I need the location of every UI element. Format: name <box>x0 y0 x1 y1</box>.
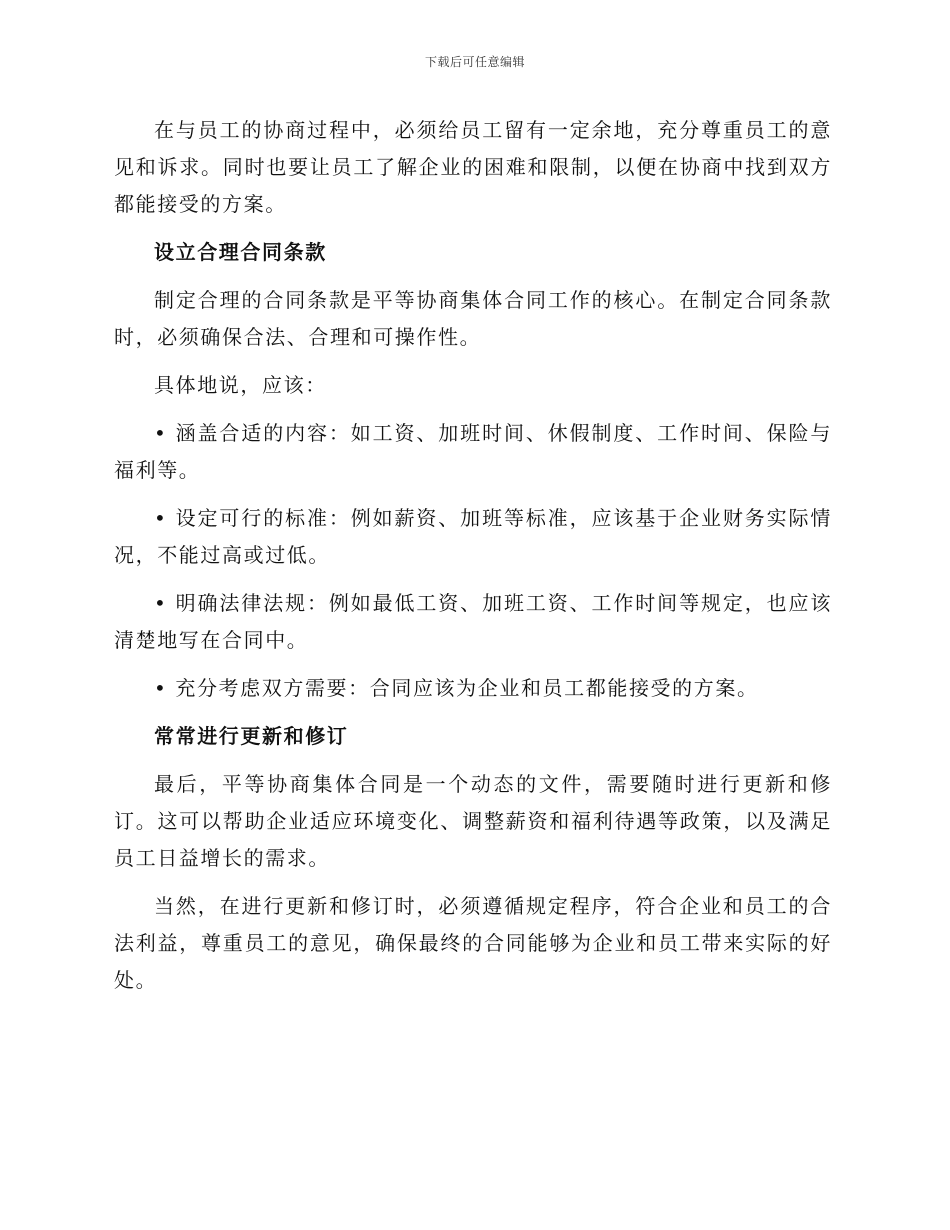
paragraph-negotiation: 在与员工的协商过程中，必须给员工留有一定余地，充分尊重员工的意见和诉求。同时也要让员工了解企业的困难和限制，以便在协商中找到双方都能接受的方案。 <box>114 118 832 216</box>
page-header: 下载后可任意编辑 <box>424 55 525 69</box>
list-item-content: • 涵盖合适的内容：如工资、加班时间、休假制度、工作时间、保险与福利等。 <box>114 421 832 482</box>
paragraph-update-revise: 最后，平等协商集体合同是一个动态的文件，需要随时进行更新和修订。这可以帮助企业适应环境变化、调整薪资和福利待遇等政策，以及满足员工日益增长的需求。 <box>114 772 832 870</box>
document-body <box>114 112 832 999</box>
paragraph-contract-terms: 制定合理的合同条款是平等协商集体合同工作的核心。在制定合同条款时，必须确保合法、合理和可操作性。 <box>114 288 832 349</box>
list-item-standards: • 设定可行的标准：例如薪资、加班等标准，应该基于企业财务实际情况，不能过高或过低。 <box>114 506 832 567</box>
paragraph-procedure: 当然，在进行更新和修订时，必须遵循规定程序，符合企业和员工的合法利益，尊重员工的意见，确保最终的合同能够为企业和员工带来实际的好处。 <box>114 894 832 992</box>
list-item-laws: • 明确法律法规：例如最低工资、加班工资、工作时间等规定，也应该清楚地写在合同中。 <box>114 591 832 652</box>
list-item-both-needs: • 充分考虑双方需要：合同应该为企业和员工都能接受的方案。 <box>154 676 759 700</box>
section-heading-contract-terms: 设立合理合同条款 <box>154 240 327 264</box>
section-heading-update-revise: 常常进行更新和修订 <box>154 724 349 748</box>
paragraph-specifically: 具体地说，应该： <box>154 373 327 397</box>
